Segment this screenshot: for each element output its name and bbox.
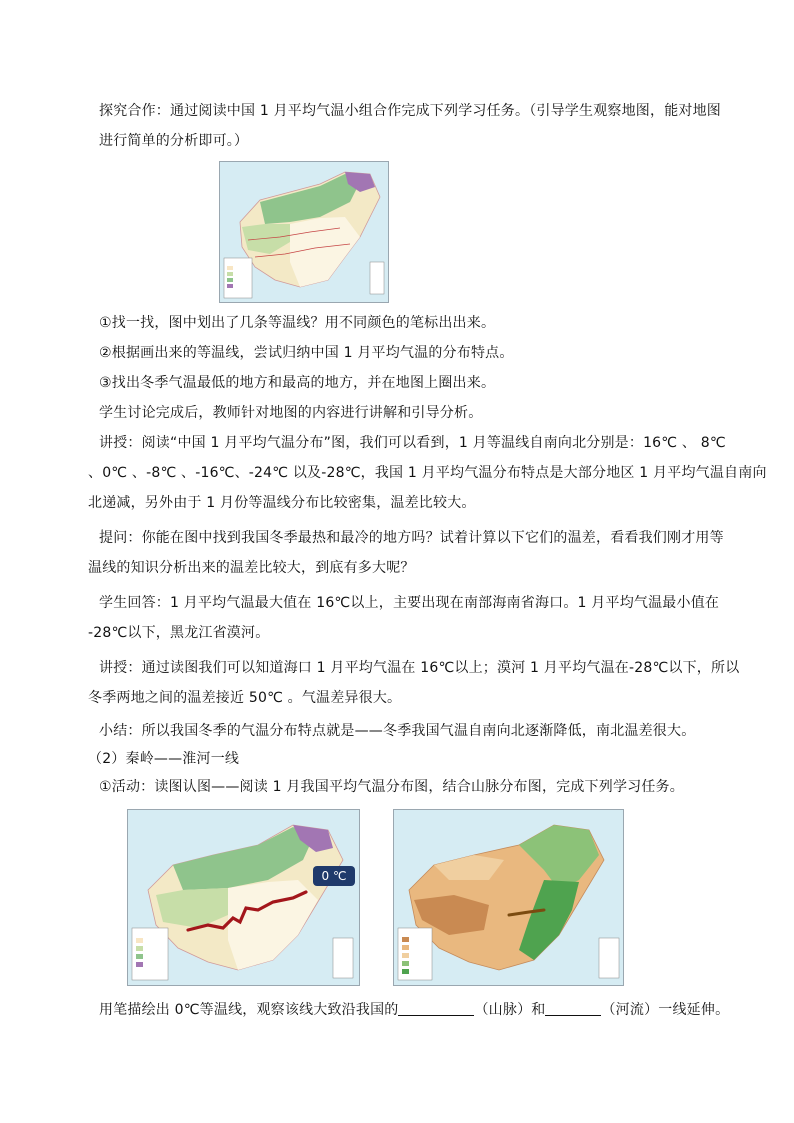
fill-in-text-2: （山脉）和 — [474, 1002, 546, 1018]
fill-in-text-3: （河流）一线延伸。 — [601, 1002, 730, 1018]
mountain-blank[interactable] — [398, 999, 474, 1016]
lecture-1-line-3: 北递减，另外由于 1 月份等温线分布比较密集，温差比较大。 — [88, 495, 476, 511]
lecture-1-line-2: 、0℃ 、-8℃ 、-16℃、-24℃ 以及-28℃，我国 1 月平均气温分布特点是大部分地区 1 月平均气温自南向 — [88, 465, 767, 481]
summary-line: 小结：所以我国冬季的气温分布特点就是——冬季我国气温自南向北逐渐降低，南北温差很大。 — [99, 723, 696, 739]
january-temperature-map-small — [219, 161, 389, 303]
section-2-heading: （2）秦岭——淮河一线 — [88, 751, 240, 767]
fill-in-line — [99, 996, 739, 1024]
lecture-1-line-1: 讲授：阅读“中国 1 月平均气温分布”图，我们可以看到，1 月等温线自南向北分别是：16℃ 、 8℃ — [99, 435, 726, 451]
activity-line: ①活动：读图认图——阅读 1 月我国平均气温分布图，结合山脉分布图，完成下列学习任务。 — [99, 779, 684, 795]
intro-line-2: 进行简单的分析即可。） — [99, 133, 249, 149]
intro-line-1: 探究合作：通过阅读中国 1 月平均气温小组合作完成下列学习任务。（引导学生观察地图，能对地图 — [99, 103, 722, 119]
china-terrain-map — [393, 809, 624, 986]
discussion-line: 学生讨论完成后，教师针对地图的内容进行讲解和引导分析。 — [99, 405, 483, 421]
zero-isotherm-label: 0 ℃ — [313, 866, 355, 886]
task-2: ②根据画出来的等温线，尝试归纳中国 1 月平均气温的分布特点。 — [99, 345, 514, 361]
answer-line-2: -28℃以下，黑龙江省漠河。 — [88, 625, 270, 641]
task-3: ③找出冬季气温最低的地方和最高的地方，并在地图上圈出来。 — [99, 375, 496, 391]
task-1: ①找一找，图中划出了几条等温线？用不同颜色的笔标出出来。 — [99, 315, 496, 331]
lecture-2-line-1: 讲授：通过读图我们可以知道海口 1 月平均气温在 16℃以上；漠河 1 月平均气温在-28℃以下，所以 — [99, 660, 740, 676]
fill-in-text-1: 用笔描绘出 0℃等温线，观察该线大致沿我国的 — [99, 1002, 399, 1018]
january-temperature-map-isotherm — [127, 809, 360, 986]
question-line-2: 温线的知识分析出来的温差比较大，到底有多大呢？ — [88, 560, 415, 576]
lecture-2-line-2: 冬季两地之间的温差接近 50℃ 。气温差异很大。 — [88, 690, 402, 706]
answer-line-1: 学生回答：1 月平均气温最大值在 16℃以上，主要出现在南部海南省海口。1 月平均气温最小值在 — [99, 595, 720, 611]
river-blank[interactable] — [545, 999, 601, 1016]
question-line-1: 提问：你能在图中找到我国冬季最热和最冷的地方吗？试着计算以下它们的温差，看看我们刚才用等 — [99, 530, 724, 546]
